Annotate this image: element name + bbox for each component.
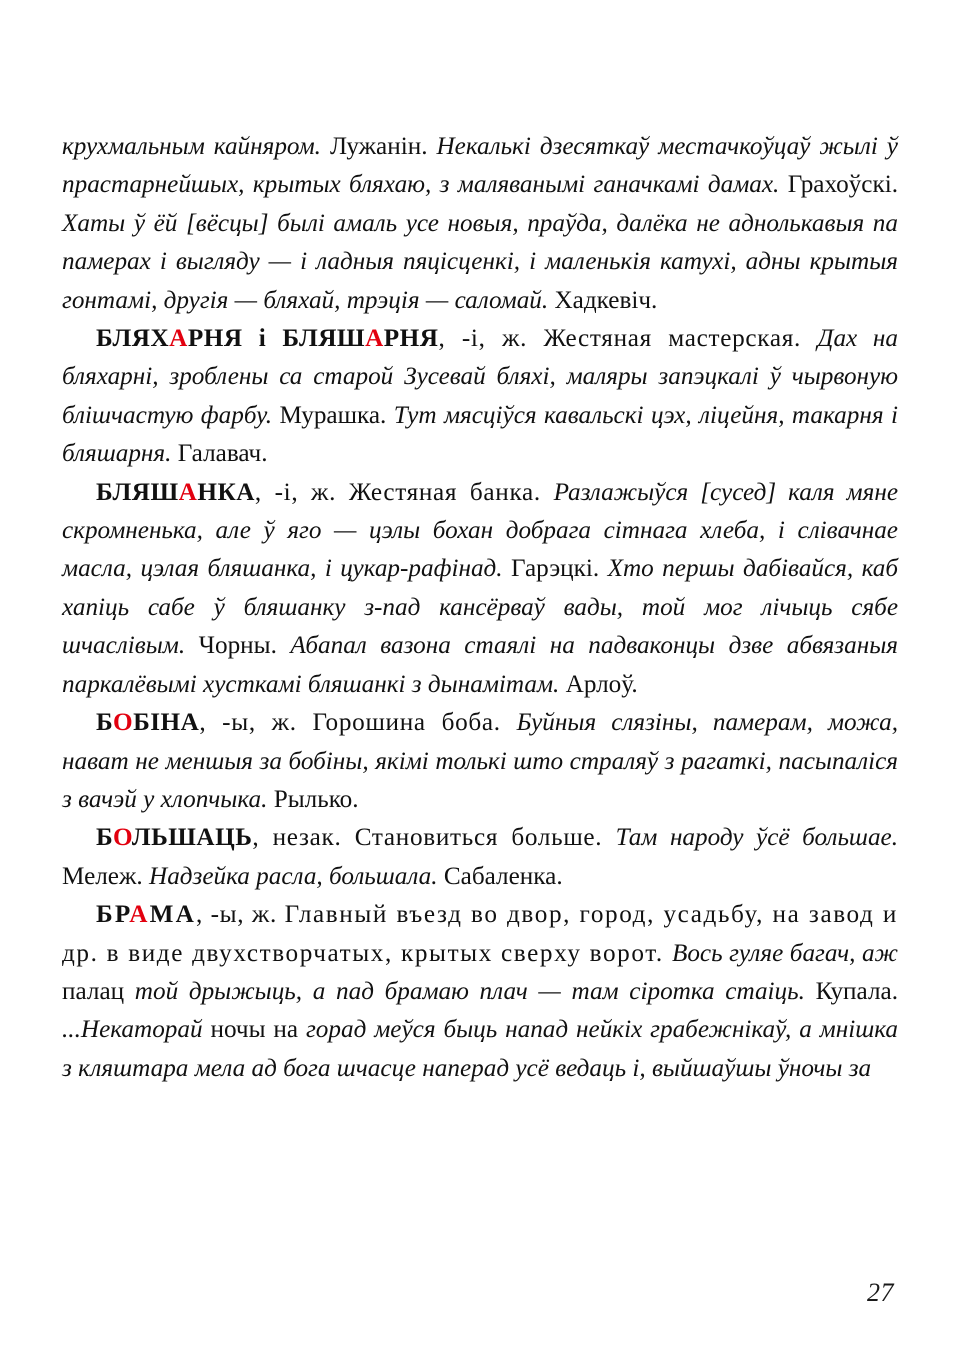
stressed-vowel: О — [112, 824, 132, 852]
dictionary-entry-blyashanka — [62, 474, 898, 704]
citation-text-roman: ночы на — [210, 1016, 306, 1044]
text-column — [62, 128, 898, 1088]
stressed-vowel: А — [169, 325, 188, 353]
headword-part: БЛЯШ — [96, 478, 179, 506]
citation-text: Абапал вазона стаялі на падваконцы дзве абвязаныя паркалёвымі хусткамі бляшанкі з дынамітам. — [62, 632, 898, 698]
headword-part: МА — [149, 901, 196, 929]
citation-text: Буйныя слязіны, памерам, можа, нават не меншыя за бобіны, якімі толькі што страляў з рагаткі, пасыпаліся з вачэй у хлопчыка. — [62, 709, 898, 813]
definition-text: Становиться больше. — [354, 824, 616, 852]
citation-text: Вось гуляе багач, аж — [671, 939, 898, 967]
grammar-label: , -ы, ж. — [195, 901, 285, 929]
dictionary-entry-bobina — [62, 704, 898, 819]
grammar-label: , -і, ж. — [254, 478, 349, 506]
headword-part: ЛЬШАЦЬ — [131, 824, 253, 852]
grammar-label: , -ы, ж. — [199, 709, 313, 737]
dictionary-entry-brama — [62, 896, 898, 1088]
stressed-vowel: А — [178, 478, 198, 506]
definition-text: Жестяная мастерская. — [543, 325, 818, 353]
citation-text: ...Некаторай — [62, 1016, 211, 1044]
headword-part: РНЯ і БЛЯШ — [187, 325, 366, 353]
headword-part: Б — [96, 824, 113, 852]
citation-author: Рылько. — [273, 785, 359, 813]
citation-author: Арлоў. — [565, 670, 638, 698]
citation-author: Хадкевіч. — [554, 286, 658, 314]
citation-text: Тут мясціўся кавальскі цэх, ліцейня, такарня і бляшарня. — [62, 401, 898, 468]
definition-text: Горошина боба. — [312, 709, 517, 737]
continued-paragraph — [62, 128, 898, 320]
citation-author: Купала. — [815, 977, 898, 1005]
stressed-vowel: О — [112, 709, 134, 737]
citation-author: Лужанін. — [329, 133, 437, 160]
stressed-vowel: А — [365, 325, 384, 353]
citation-author: Галавач. — [177, 440, 268, 468]
citation-text: Некалькі дзесяткаў местачкоўцаў жылі ў прастарнейшых, крытых бляхаю, з маляванымі ганачкамі дамах. — [62, 133, 898, 199]
stressed-vowel: А — [129, 901, 150, 929]
headword-part: БІНА — [133, 709, 200, 737]
headword — [96, 901, 196, 928]
citation-author: Мурашка. — [279, 401, 394, 429]
headword-part: Б — [96, 709, 113, 737]
citation-text: Дах на бляхарні, зроблены са старой Зусевай бляхі, маляры запэцкалі ў чырвоную блішчастую фарбу. — [62, 325, 899, 429]
grammar-label: , незак. — [252, 824, 355, 852]
citation-text: Хто першы дабівайся, каб хапіць сабе ў бляшанку з-пад кансёрваў вады, той мог лічыць сябе шчаслівым. — [62, 555, 898, 660]
headword-part: БЛЯХ — [96, 325, 170, 353]
citation-text: Хаты ў ёй [вёсцы] былі амаль усе новыя, праўда, далёка не аднолькавыя па памерах і выгляду — і ладныя пяцісценкі, і маленькія катухі, адны крытыя гонтамі, другія — бляхай, трэція — саломай. — [62, 209, 898, 314]
headword-part: НКА — [197, 478, 255, 506]
citation-text: горад меўся быць напад нейкіх грабежнікаў, а мнішка з кляштара мела ад бога шчасце наперад усё ведаць і, выйшаўшы ўночы за — [62, 1016, 899, 1082]
page-number: 27 — [867, 1278, 894, 1307]
definition-text: Главный въезд во двор, город, усадьбу, на завод и др. в виде двухстворчатых, крытых сверху ворот. — [62, 901, 899, 967]
headword — [96, 709, 199, 736]
citation-text-roman: палац — [62, 977, 135, 1005]
citation-author: Грахоўскі. — [787, 171, 898, 199]
headword — [96, 325, 438, 352]
headword — [96, 824, 252, 851]
dictionary-entry-blyaharnia — [62, 320, 898, 474]
dictionary-entry-bolshac — [62, 819, 898, 896]
citation-author: Мележ. — [62, 862, 149, 890]
headword-part: БР — [96, 901, 130, 929]
headword — [96, 479, 255, 506]
headword-part: РНЯ — [383, 325, 439, 353]
citation-text: той дрыжыць, а пад брамаю плач — там сіротка стаіць. — [134, 977, 816, 1005]
citation-text: Надзейка расла, большала. — [149, 862, 444, 890]
citation-text: крухмальным кайняром. — [62, 133, 330, 160]
citation-author: Сабаленка. — [443, 862, 563, 890]
definition-text: Жестяная банка. — [348, 478, 554, 506]
citation-author: Гарэцкі. — [511, 555, 608, 583]
citation-text: Там народу ўсё большае. — [615, 824, 899, 852]
citation-author: Чорны. — [198, 632, 291, 660]
citation-text: Разлажыўся [сусед] каля мяне скромненька, але ў яго — цэлы бохан добрага сітнага хлеба, і слівачнае масла, цэлая бляшанка, і цукар-рафінад. — [62, 478, 898, 583]
grammar-label: , -і, ж. — [438, 325, 544, 353]
